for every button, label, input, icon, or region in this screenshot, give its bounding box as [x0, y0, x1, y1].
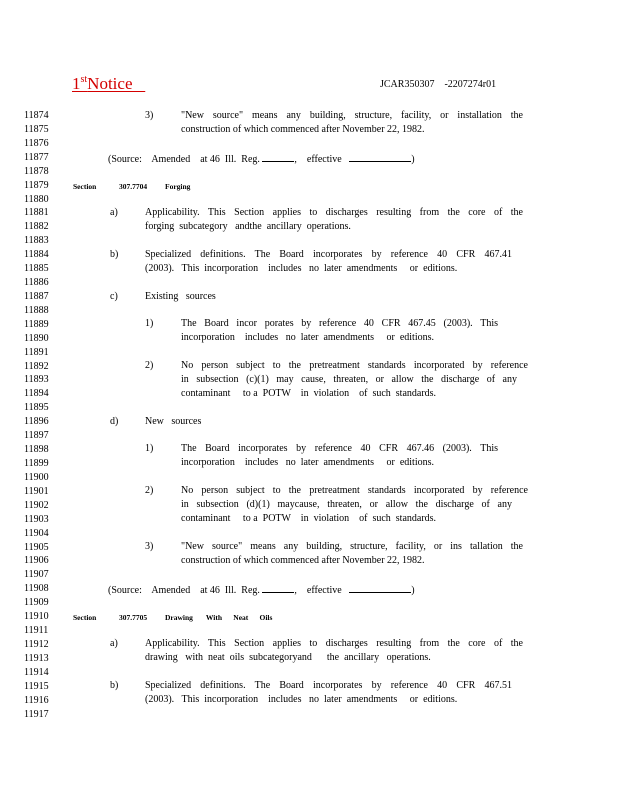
line-number: 11888: [24, 304, 49, 316]
paragraph-line: "New source" means any building, structure, facility, or ins tallation the: [181, 541, 523, 552]
paragraph-line: construction of which commenced after November 22, 1982.: [181, 555, 425, 566]
line-number: 11896: [24, 416, 49, 428]
section-number: 307.7704: [119, 182, 148, 191]
line-number: 11884: [24, 249, 49, 261]
line-number: 11914: [24, 666, 49, 678]
paragraph-line: Applicability. This Section applies to discharges resulting from the core of the: [145, 207, 523, 218]
line-number: 11883: [24, 235, 49, 247]
line-number: 11876: [24, 137, 49, 149]
reg-blank: [262, 152, 294, 162]
subsection-label: b): [110, 249, 119, 260]
line-number: 11899: [24, 458, 49, 469]
line-number: 11907: [24, 569, 49, 581]
line-number: 11912: [24, 638, 49, 650]
section-number: 307.7705: [119, 613, 148, 622]
line-number: 11903: [24, 513, 49, 525]
line-number: 11891: [24, 346, 49, 358]
paragraph-line: incorporation includes no later amendments or editions.: [181, 457, 434, 468]
paragraph-line: Applicability. This Section applies to discharges resulting from the core of the: [145, 638, 523, 649]
section-label: Section: [73, 182, 97, 191]
line-number: 11908: [24, 583, 49, 595]
source-text: ): [411, 585, 415, 596]
line-number: 11894: [24, 388, 49, 400]
item-number: 2): [145, 360, 154, 371]
line-number: 11874: [24, 110, 49, 121]
subsection-label: a): [110, 638, 118, 649]
line-number: 11886: [24, 277, 49, 289]
line-number: 11882: [24, 221, 49, 233]
line-number: 11880: [24, 193, 49, 205]
reg-blank: [262, 583, 294, 593]
line-number: 11893: [24, 374, 49, 386]
paragraph-line: in subsection (d)(1) maycause, threaten, or allow the discharge of any: [181, 499, 512, 510]
source-text: , effective: [294, 154, 342, 165]
subsection-heading: Existing sources: [145, 291, 216, 302]
subsection-label: b): [110, 680, 119, 691]
item-number: 1): [145, 318, 154, 329]
paragraph-line: Specialized definitions. The Board incorporates by reference 40 CFR 467.51: [145, 680, 512, 691]
line-number: 11900: [24, 471, 49, 483]
line-number: 11915: [24, 680, 49, 692]
line-number: 11902: [24, 499, 49, 511]
notice-superscript: st: [80, 74, 88, 85]
line-number: 11917: [24, 708, 49, 720]
effective-blank: [349, 583, 411, 593]
line-number: 11910: [24, 611, 49, 623]
item-number: 3): [145, 541, 154, 552]
section-title: Drawing With Neat Oils: [165, 613, 273, 622]
line-number: 11905: [24, 541, 49, 553]
line-number: 11887: [24, 290, 49, 302]
item-number: 3): [145, 110, 154, 121]
line-number: 11916: [24, 694, 49, 706]
line-number: 11897: [24, 430, 49, 442]
subsection-heading: New sources: [145, 416, 202, 427]
item-number: 1): [145, 443, 154, 454]
line-number: 11877: [24, 151, 49, 163]
section-title: Forging: [165, 182, 191, 191]
subsection-label: d): [110, 416, 119, 427]
line-number: 11909: [24, 597, 49, 609]
effective-blank: [349, 152, 411, 162]
line-number: 11878: [24, 165, 49, 177]
source-text: (Source: Amended at 46 Ill. Reg.: [108, 154, 260, 165]
source-text: , effective: [294, 585, 342, 596]
source-note: [108, 583, 415, 597]
paragraph-line: contaminant to a POTW in violation of such standards.: [181, 388, 437, 399]
line-number: 11892: [24, 360, 49, 372]
line-number: 11906: [24, 555, 49, 567]
paragraph-line: (2003). This incorporation includes no later amendments or editions.: [145, 263, 458, 274]
paragraph-line: Specialized definitions. The Board incorporates by reference 40 CFR 467.41: [145, 249, 512, 260]
line-number: 11898: [24, 444, 49, 456]
notice-base: 1: [72, 74, 81, 93]
paragraph-line: The Board incorporates by reference 40 CFR 467.46 (2003). This: [181, 443, 498, 454]
subsection-label: a): [110, 207, 118, 218]
source-note: [108, 152, 415, 166]
line-number: 11890: [24, 332, 49, 344]
paragraph-line: in subsection (c)(1) may cause, threaten, or allow the discharge of any: [181, 374, 517, 385]
line-number: 11875: [24, 123, 49, 135]
line-number: 11895: [24, 402, 49, 414]
paragraph-line: The Board incor porates by reference 40 CFR 467.45 (2003). This: [181, 318, 498, 329]
document-code: JCAR350307 -2207274r01: [380, 79, 497, 90]
paragraph-line: construction of which commenced after November 22, 1982.: [181, 124, 425, 135]
section-label: Section: [73, 613, 97, 622]
paragraph-line: (2003). This incorporation includes no later amendments or editions.: [145, 694, 458, 705]
line-number: 11879: [24, 179, 49, 191]
source-text: ): [411, 154, 415, 165]
paragraph-line: forging subcategory andthe ancillary operations.: [145, 221, 351, 232]
notice-header: [72, 74, 145, 94]
paragraph-line: contaminant to a POTW in violation of such standards.: [181, 513, 437, 524]
subsection-label: c): [110, 291, 118, 302]
item-number: 2): [145, 485, 154, 496]
notice-text: Notice: [87, 74, 133, 93]
line-number: 11881: [24, 207, 49, 219]
paragraph-line: incorporation includes no later amendments or editions.: [181, 332, 434, 343]
source-text: (Source: Amended at 46 Ill. Reg.: [108, 585, 260, 596]
line-number: 11913: [24, 652, 49, 664]
line-number: 11904: [24, 527, 49, 539]
paragraph-line: drawing with neat oils subcategoryand the ancillary operations.: [145, 652, 431, 663]
line-number: 11889: [24, 318, 49, 330]
line-number: 11901: [24, 485, 49, 497]
line-number: 11885: [24, 263, 49, 275]
line-number: 11911: [24, 625, 49, 637]
paragraph-line: No person subject to the pretreatment standards incorporated by reference: [181, 360, 528, 371]
paragraph-line: No person subject to the pretreatment standards incorporated by reference: [181, 485, 528, 496]
paragraph-line: "New source" means any building, structure, facility, or installation the: [181, 110, 523, 121]
